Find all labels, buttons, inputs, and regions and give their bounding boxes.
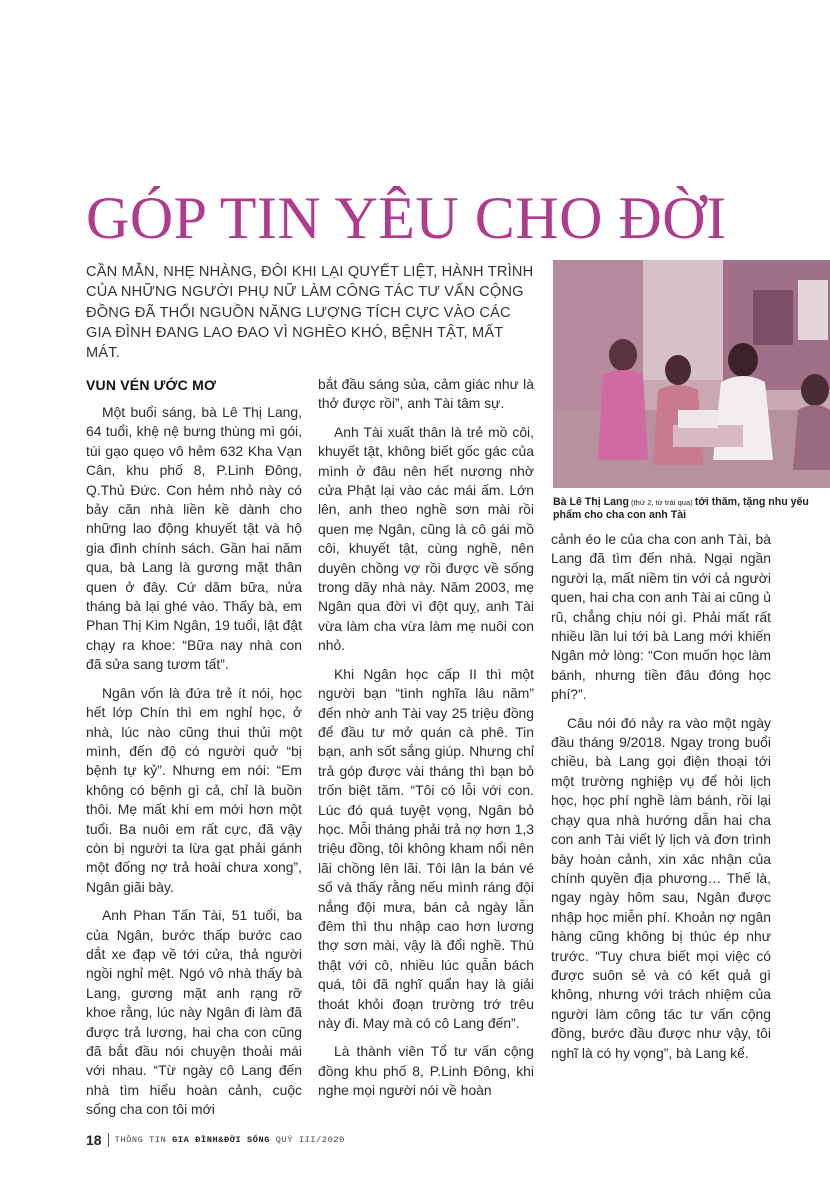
paragraph: Câu nói đó nảy ra vào một ngày đầu tháng 9/2018. Ngay trong buổi chiều, bà Lang gọi điện thoại tới một trường nghiệp vụ để hỏi lịch học, học phí nghề làm bánh, rồi lại chạy qua nhà hướng dẫn hai cha con anh Tài viết lý lịch và đơn trình bày hoàn cảnh, xin xác nhận của chính quyền địa phương… Thế là, ngay ngày hôm sau, Ngân được nhập học miễn phí. Khoản nợ ngân hàng cũng không bị thúc ép như trước. “Tuy chưa biết mọi việc có được suôn sẻ và có kết quả gì không, nhưng với trách nhiệm của người làm công tác tư vấn cộng đồng, bước đầu được như vậy, tôi nghĩ là có hy vọng”, bà Lang kể. bbox=[551, 714, 771, 1061]
photo-caption bbox=[553, 496, 823, 523]
article-title: GÓP TIN YÊU CHO ĐỜI bbox=[86, 185, 727, 251]
paragraph: Khi Ngân học cấp II thì một người bạn “tình nghĩa lâu năm” đến nhờ anh Tài vay 25 triệu đồng để đầu tư mở quán cà phê. Tin bạn, anh sốt sắng giúp. Nhưng chỉ trả góp được vài tháng thì bạn bỏ trốn biệt tăm. “Tôi có lỗi với con. Lúc đó quá tuyệt vọng, Ngân bỏ học. Mỗi tháng phải trả nợ hơn 1,3 triệu đồng, tôi không kham nổi nên lãi chồng lên lãi. Tôi lân la bán vé số và thấy rằng nếu mình ráng đội nắng đội mưa, bán cả ngày lẫn đêm thì thu nhập cao hơn lương thợ sơn mài, vậy là đổi nghề. Thú thật với cô, nhiều lúc quẫn bách quá, tôi đã nghĩ quẩn hay là giải thoát khỏi đoạn trường trớ trêu này đi. May mà có cô Lang đến”. bbox=[318, 665, 534, 1031]
footer-divider bbox=[108, 1133, 109, 1147]
magazine-issue: QUÝ III/2020 bbox=[270, 1135, 345, 1145]
magazine-title: GIA ĐÌNH&ĐỜI SỐNG bbox=[172, 1135, 271, 1145]
paragraph: Anh Tài xuất thân là trẻ mồ côi, khuyết tật, không biết gốc gác của mình ở đâu nên hết nương nhờ cửa Phật lại vào các mái ấm. Lớn lên, anh theo nghề sơn mài rồi quen mẹ Ngân, cũng là cô gái mồ côi, khuyết tật, cùng nghề, nên duyên chồng vợ rồi được về sống trong dãy nhà này. Năm 2003, mẹ Ngân qua đời vì đột quỵ, anh Tài vừa làm cha vừa làm mẹ nuôi con nhỏ. bbox=[318, 423, 534, 654]
paragraph: cảnh éo le của cha con anh Tài, bà Lang đã tìm đến nhà. Ngại ngần người lạ, mất niềm tin với cả người quen, hai cha con anh Tài ai cũng ủ rũ, chẳng chịu nói gì. Phải mất rất nhiều lần lui tới bà Lang mới khiến Ngân mở lòng: “Con muốn học làm bánh, nhưng tiền đâu đóng học phí?”. bbox=[551, 531, 771, 703]
article-photo bbox=[553, 260, 830, 488]
article-column-3 bbox=[551, 530, 771, 1072]
magazine-prefix: THÔNG TIN bbox=[114, 1135, 173, 1145]
magazine-name bbox=[115, 1135, 345, 1145]
article-column-2 bbox=[318, 375, 534, 1110]
photo-illustration bbox=[553, 260, 830, 488]
paragraph: bắt đầu sáng sủa, cảm giác như là thở được rồi”, anh Tài tâm sự. bbox=[318, 376, 534, 412]
page-footer bbox=[86, 1131, 345, 1149]
section-heading: VUN VÉN ƯỚC MƠ bbox=[86, 377, 217, 393]
article-lead: CẦN MẪN, NHẸ NHÀNG, ĐÔI KHI LẠI QUYẾT LIỆT, HÀNH TRÌNH CỦA NHỮNG NGƯỜI PHỤ NỮ LÀM CÔNG TÁC TƯ VẤN CỘNG ĐỒNG ĐÃ THỔI NGUỒN NĂNG LƯỢNG TÍCH CỰC VÀO CÁC GIA ĐÌNH ĐANG LAO ĐAO VÌ NGHÈO KHÓ, BỆNH TẬT, MẤT MÁT. bbox=[86, 264, 534, 362]
caption-note: (thứ 2, từ trái qua) bbox=[628, 498, 695, 507]
paragraph: Một buổi sáng, bà Lê Thị Lang, 64 tuổi, khệ nệ bưng thùng mì gói, túi gạo quẹo vô hẻm 632 Kha Vạn Cân, khu phố 8, P.Linh Đông, Q.Thủ Đức. Con hẻm nhỏ này có bảy căn nhà liền kề dành cho những lao động khuyết tật và hộ gia đình chính sách. Gần hai năm qua, bà Lang là gương mặt thân quen ở đây. Cứ dăm bữa, nửa tháng bà lại ghé vào. Thấy bà, em Phan Thị Kim Ngân, 19 tuổi, lật đật chạy ra khoe: “Bữa nay nhà con đã sửa sang tươm tất”. bbox=[86, 404, 302, 673]
paragraph: Anh Phan Tấn Tài, 51 tuổi, ba của Ngân, bước thấp bước cao dắt xe đạp về tới cửa, thả người ngồi nghỉ mệt. Ngó vô nhà thấy bà Lang, gương mặt anh rạng rỡ khoe rằng, lúc này Ngân đi làm đã được trả lương, hai cha con cũng đã bắt đầu nói chuyện thoải mái với nhau. “Từ ngày cô Lang đến nhà tìm hiểu hoàn cảnh, cuộc sống cha con tôi mới bbox=[86, 907, 302, 1118]
article-column-1 bbox=[86, 375, 302, 1129]
paragraph: Là thành viên Tổ tư vấn cộng đồng khu phố 8, P.Linh Đông, khi nghe mọi người nói về hoàn bbox=[318, 1043, 534, 1099]
page-number: 18 bbox=[86, 1132, 102, 1148]
caption-text: tới thăm, tặng nhu yếu phẩm cho cha con anh Tài bbox=[553, 496, 809, 522]
paragraph: Ngân vốn là đứa trẻ ít nói, học hết lớp Chín thì em nghỉ học, ở nhà, lúc nào cũng thui thủi một mình, đến độ có người quở “bị bệnh tự kỷ”. Nhưng em nói: “Em không có bệnh gì cả, chỉ là buồn thôi. Mẹ mất khi em mới hơn một tuổi. Ba nuôi em rất cực, đã vậy còn bị người ta lừa gạt phải gánh một đống nợ trả hoài chưa xong”, Ngân giãi bày. bbox=[86, 684, 302, 895]
caption-name: Bà Lê Thị Lang bbox=[553, 496, 629, 508]
